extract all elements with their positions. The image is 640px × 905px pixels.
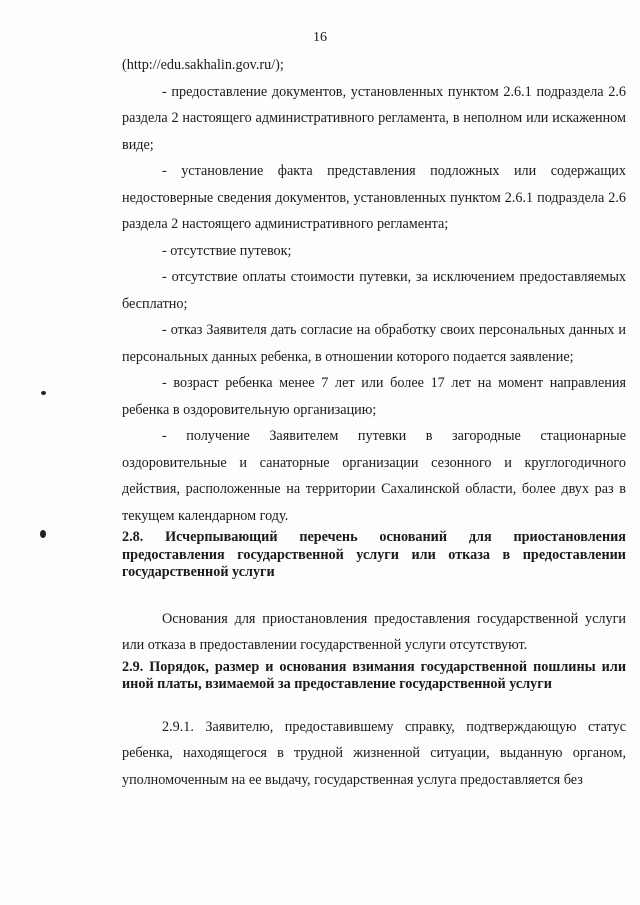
- list-item: - возраст ребенка менее 7 лет или более 17 лет на момент направления ребенка в оздоровительную организацию;: [122, 375, 626, 418]
- list-item: - установление факта представления подложных или содержащих недостоверные сведения документов, установленных пунктом 2.6.1 подраздела 2.6 раздела 2 настоящего административного регламента;: [122, 163, 626, 232]
- page-number: 16: [313, 30, 327, 45]
- list-item: - отсутствие оплаты стоимости путевки, за исключением предоставляемых бесплатно;: [122, 269, 626, 312]
- list-item: - получение Заявителем путевки в загородные стационарные оздоровительные и санаторные организации сезонного и круглогодичного действия, расположенные на территории Сахалинской области, более двух раз в текущем календарном году.: [122, 428, 626, 524]
- section-heading-2-8: 2.8. Исчерпывающий перечень оснований для приостановления предоставления государственной услуги или отказа в предоставлении государственной услуги: [122, 529, 626, 580]
- scan-speck: [41, 391, 46, 395]
- section-text-2-8: Основания для приостановления предоставления государственной услуги или отказа в предоставлении государственной услуги отсутствуют.: [122, 610, 626, 653]
- list-item: - предоставление документов, установленных пунктом 2.6.1 подраздела 2.6 раздела 2 настоящего административного регламента, в неполном или искаженном виде;: [122, 83, 626, 153]
- document-body: [122, 52, 626, 793]
- url-continuation: (http://edu.sakhalin.gov.ru/);: [122, 57, 284, 73]
- section-text-2-9: 2.9.1. Заявителю, предоставившему справку, подтверждающую статус ребенка, находящегося в трудной жизненной ситуации, выданную органом, уполномоченным на ее выдачу, государственная услуга предоставляется без: [122, 718, 626, 788]
- scan-speck: [40, 530, 46, 538]
- list-item: - отказ Заявителя дать согласие на обработку своих персональных данных и персональных данных ребенка, в отношении которого подается заявление;: [122, 322, 626, 365]
- section-heading-2-9: 2.9. Порядок, размер и основания взимания государственной пошлины или иной платы, взимаемой за предоставление государственной услуги: [122, 658, 626, 692]
- list-item: - отсутствие путевок;: [162, 242, 292, 259]
